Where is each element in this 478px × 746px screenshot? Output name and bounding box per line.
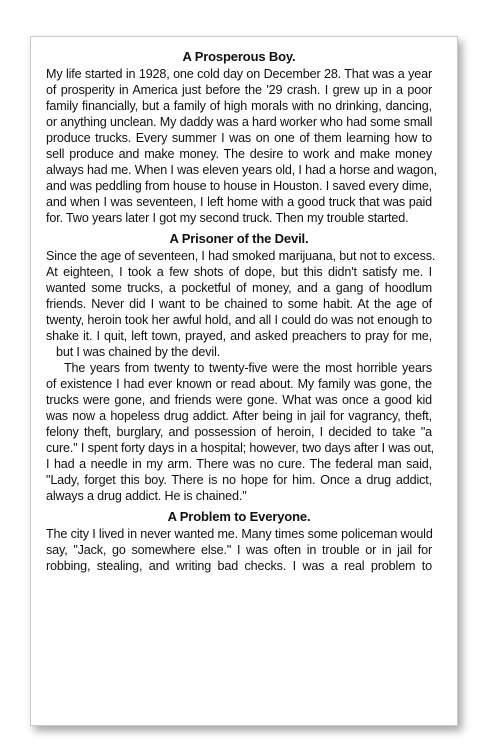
section-heading: A Problem to Everyone. [167, 509, 311, 524]
text-line: always a drug addict. He is chained." [46, 489, 247, 503]
section-paragraph [46, 66, 437, 226]
text-line: of prosperity in America just before the '29 crash. I grew up in a poor [46, 83, 432, 97]
text-line: and when I was seventeen, I left home with a good truck that was paid [46, 195, 432, 209]
text-line: cure." I spent forty days in a hospital; however, two days after I was out, [46, 441, 435, 455]
text-line: shake it. I quit, left town, prayed, and asked preachers to pray for me, [46, 329, 432, 343]
text-line: robbing, stealing, and writing bad checks. I was a real problem to [46, 559, 432, 573]
text-line: At eighteen, I took a few shots of dope, but this didn't satisfy me. I [46, 265, 432, 279]
text-line: I had a needle in my arm. There was no cure. The federal man said, [46, 457, 432, 471]
text-line: and was peddling from house to house in Houston. I saved every dime, [46, 179, 433, 193]
text-line: wanted some trucks, a pocketful of money, and a gang of hoodlum [46, 281, 432, 295]
text-line: "Lady, forget this boy. There is no hope for him. Once a drug addict, [46, 473, 432, 487]
document-body [46, 48, 437, 574]
text-line: sell produce and make money. The desire to work and make money [46, 147, 432, 161]
text-line: for. Two years later I got my second truck. Then my trouble started. [46, 211, 409, 225]
section-heading: A Prosperous Boy. [182, 49, 296, 64]
text-line: felony theft, burglary, and possession of heroin, I decided to take "a [46, 425, 432, 439]
text-line: family financially, but a family of high morals with no drinking, dancing, [46, 99, 432, 113]
section-paragraph [46, 248, 436, 504]
section-paragraph [46, 526, 432, 574]
text-line: Since the age of seventeen, I had smoked marijuana, but not to excess. [46, 249, 436, 263]
text-line: twenty, heroin took her awful hold, and all I could do was not enough to [46, 313, 432, 327]
text-line: The years from twenty to twenty-five were the most horrible years [64, 361, 432, 375]
text-line: was now a hopeless drug addict. After being in jail for vagrancy, theft, [46, 409, 432, 423]
text-line: My life started in 1928, one cold day on December 28. That was a year [46, 67, 432, 81]
text-line: always had me. When I was eleven years old, I had a horse and wagon, [46, 163, 437, 177]
text-line: produce trucks. Every summer I was on one of them learning how to [46, 131, 432, 145]
text-line: trucks were gone, and friends were gone. What was once a good kid [46, 393, 432, 407]
text-line: say, "Jack, go somewhere else." I was often in trouble or in jail for [46, 543, 432, 557]
text-line: of existence I had ever known or read about. My family was gone, the [46, 377, 432, 391]
text-line: or anything unclean. My daddy was a hard worker who had some small [46, 115, 433, 129]
text-line: The city I lived in never wanted me. Many times some policeman would [46, 527, 433, 541]
section-heading: A Prisoner of the Devil. [169, 231, 309, 246]
text-line: but I was chained by the devil. [56, 345, 221, 359]
text-line: friends. Never did I want to be chained to some habit. At the age of [46, 297, 432, 311]
